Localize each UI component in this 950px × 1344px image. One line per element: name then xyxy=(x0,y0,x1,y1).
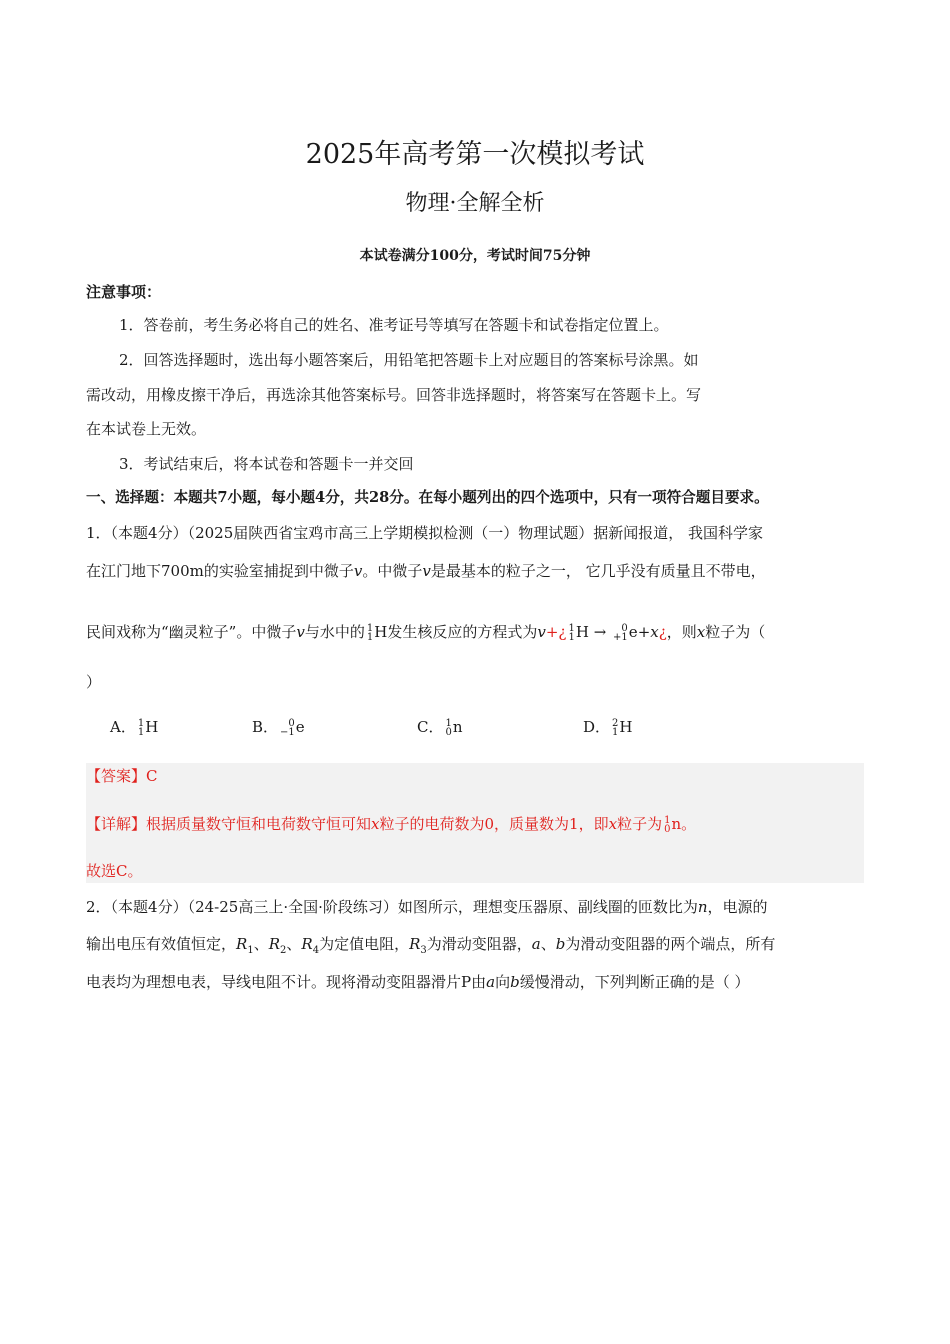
notice-item-3: 3．考试结束后，将本试卷和答题卡一并交回 xyxy=(119,455,414,473)
page-title: 2025年高考第一次模拟考试 xyxy=(305,139,645,170)
q1-line-3: 民间戏称为“幽灵粒子”。中微子v与水中的 1 1 H发生核反应的方程式为v+¿ 1 1 H → 0 +1 e+x¿，则x粒子为（ xyxy=(86,623,766,643)
q1-option-b[interactable]: B． 0 −1 e xyxy=(252,718,305,738)
page-subtitle: 物理·全解全析 xyxy=(405,191,545,216)
q1-option-c[interactable]: C． 1 0 n xyxy=(417,718,463,738)
q1-option-d[interactable]: D． 2 1 H xyxy=(583,718,633,738)
notice-item-2-line-3: 在本试卷上无效。 xyxy=(86,420,207,438)
q1-conclusion: 故选C。 xyxy=(86,862,143,880)
q1-line-2: 在江门地下700m的实验室捕捉到中微子v。中微子v是最基本的粒子之一， 它几乎没有质量且不带电， xyxy=(86,562,766,580)
notice-heading: 注意事项： xyxy=(86,283,162,301)
q1-option-a[interactable]: A． 1 1 H xyxy=(110,718,159,738)
q1-line-1: 1．（本题4分）（2025届陕西省宝鸡市高三上学期模拟检测（一）物理试题）据新闻报道， 我国科学家 xyxy=(86,524,764,542)
section-heading: 一、选择题：本题共7小题，每小题4分，共28分。在每小题列出的四个选项中，只有一项符合题目要求。 xyxy=(86,489,769,506)
q2-line-1: 2．（本题4分）（24-25高三上·全国·阶段练习）如图所示，理想变压器原、副线圈的匝数比为n，电源的 xyxy=(86,898,768,916)
h-nuclide: 1 1 xyxy=(366,623,374,643)
notice-item-2-line-1: 2．回答选择题时，选出每小题答案后，用铅笔把答题卡上对应题目的答案标号涂黑。如 xyxy=(119,351,699,369)
q2-line-2: 输出电压有效值恒定，$R_1$、$R_2$、$R_4$为定值电阻，$R_3$为滑动变阻器，a、b为滑动变阻器的两个端点，所有 xyxy=(86,935,776,956)
q1-line-4: ） xyxy=(86,673,102,691)
notice-item-2-line-2: 需改动，用橡皮擦干净后，再选涂其他答案标号。回答非选择题时，将答案写在答题卡上。写 xyxy=(86,386,702,404)
q1-answer: 【答案】C xyxy=(86,767,158,785)
notice-item-1: 1．答卷前，考生务必将自己的姓名、准考证号等填写在答题卡和试卷指定位置上。 xyxy=(119,316,669,334)
q1-detail: 【详解】根据质量数守恒和电荷数守恒可知x粒子的电荷数为0，质量数为1，即x粒子为 1 0 n。 xyxy=(86,815,697,835)
q2-line-3: 电表均为理想电表，导线电阻不计。现将滑动变阻器滑片P由a向b缓慢滑动，下列判断正确的是（ ） xyxy=(86,973,750,991)
exam-info: 本试卷满分100分，考试时间75分钟 xyxy=(359,248,591,264)
